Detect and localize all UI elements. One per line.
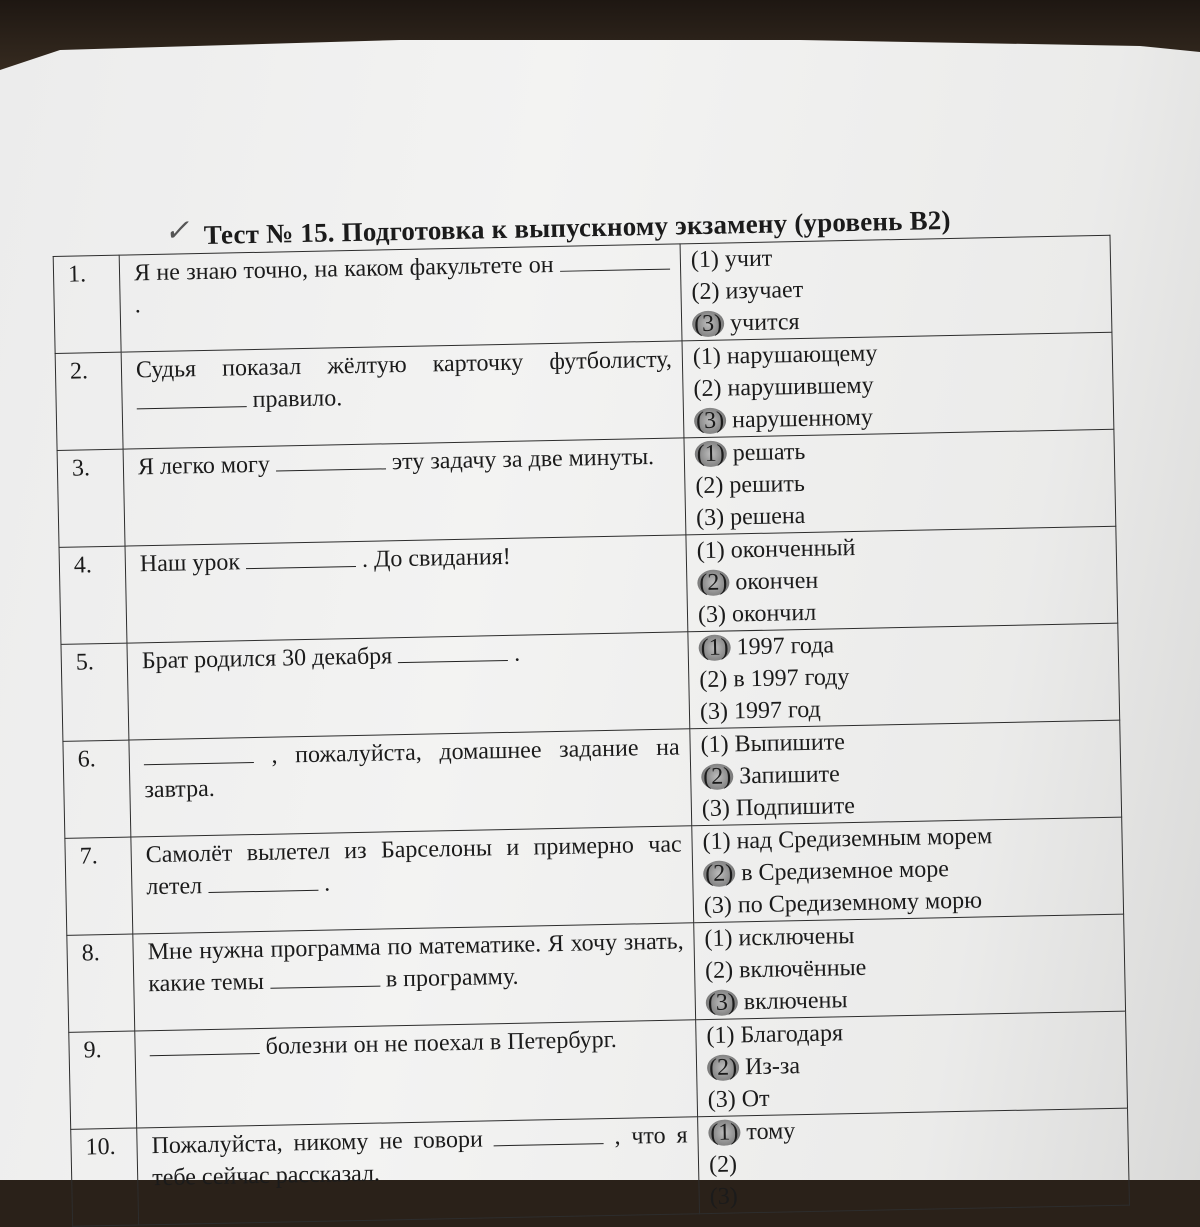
- option-number: (3): [703, 892, 733, 920]
- option-number: (3): [701, 795, 731, 823]
- question-text-after: .: [507, 640, 521, 667]
- option-number: (2): [691, 278, 720, 306]
- answer-options: [690, 720, 1122, 826]
- circled-option-number: (3): [695, 407, 725, 435]
- question-text-before: Самолёт вылетел из Барселоны и примерно час летел: [145, 831, 682, 901]
- circled-option-number: (1): [696, 440, 726, 468]
- question-text-after: в программу.: [379, 963, 519, 993]
- answer-blank[interactable]: [208, 868, 318, 893]
- option-text: тому: [740, 1118, 796, 1146]
- option-text: включены: [737, 987, 848, 1016]
- option-number: (1): [696, 537, 725, 565]
- option-text: учит: [718, 245, 773, 273]
- answer-options: [682, 332, 1114, 438]
- option-text: по Средиземному морю: [731, 887, 983, 919]
- answer-blank[interactable]: [276, 446, 386, 471]
- check-mark-icon: ✓: [163, 214, 190, 248]
- question-text-after: , пожалуйста, домашнее задание на завтра.: [144, 734, 680, 804]
- option-number: (2): [693, 375, 722, 403]
- option-text: 1997 года: [730, 632, 835, 661]
- question-number: 1.: [53, 255, 121, 353]
- question-text-after: . До свидания!: [355, 543, 511, 573]
- option-number: (3): [699, 698, 729, 726]
- circled-option-number: (3): [693, 310, 723, 338]
- option-text: оконченный: [724, 534, 856, 564]
- option-text: учится: [723, 309, 800, 337]
- circled-option-number: (1): [700, 634, 729, 662]
- question-text: [135, 1020, 698, 1128]
- answer-options: [684, 429, 1116, 535]
- circled-option-number: (2): [708, 1054, 738, 1081]
- option-number: (2): [695, 472, 724, 500]
- answer-options: [696, 1011, 1128, 1117]
- option-number: (2): [699, 666, 728, 694]
- option-text: исключены: [732, 923, 855, 952]
- option-text: 1997 год: [727, 696, 821, 725]
- option-text: нарушившему: [721, 372, 874, 402]
- question-text-after: .: [134, 292, 141, 319]
- question-text: [125, 535, 688, 643]
- question-text-before: Мне нужна программа по математике. Я хочу знать, какие темы: [147, 928, 684, 998]
- question-number: 10.: [71, 1128, 139, 1226]
- question-text: [137, 1117, 700, 1225]
- option-number: (1): [690, 246, 720, 274]
- option-text: решена: [723, 502, 806, 531]
- answer-blank[interactable]: [143, 740, 253, 765]
- option-number: (3): [707, 1086, 736, 1114]
- option-text: включённые: [732, 954, 867, 984]
- answer-options: [694, 914, 1126, 1020]
- circled-option-number: (2): [703, 763, 732, 791]
- question-text-after: эту задачу за две минуты.: [385, 443, 655, 476]
- answer-options: [688, 623, 1120, 729]
- option-text: в 1997 году: [727, 664, 850, 693]
- option-text: окончил: [725, 599, 817, 628]
- option-number: (1): [706, 1022, 735, 1050]
- option-text: в Средиземное море: [734, 856, 950, 887]
- option-number: (3): [697, 601, 727, 629]
- question-number: 4.: [59, 546, 127, 644]
- question-text: [123, 438, 686, 546]
- option-text: нарушенному: [725, 404, 874, 434]
- question-number: 2.: [55, 352, 123, 450]
- question-text-after: болезни он не поехал в Петербург.: [259, 1026, 618, 1060]
- question-row: [71, 1108, 1130, 1226]
- option-number: (1): [702, 828, 731, 856]
- option-text: решать: [726, 438, 806, 467]
- answer-blank[interactable]: [398, 638, 508, 663]
- question-text: [133, 923, 696, 1031]
- answer-options: [686, 526, 1118, 632]
- question-text-before: Я не знаю точно, на каком факультете он: [133, 251, 561, 287]
- answer-options: [692, 817, 1124, 923]
- option-text: решить: [723, 470, 806, 499]
- question-text-after: .: [317, 870, 331, 897]
- question-number: 6.: [63, 740, 131, 838]
- option-number: (3): [695, 504, 725, 532]
- question-text: [131, 826, 694, 934]
- option-number: (2): [704, 957, 734, 985]
- option-number: (1): [700, 731, 729, 759]
- option-number: (1): [704, 925, 733, 953]
- test-title: Тест № 15. Подготовка к выпускному экзамену (уровень В2): [203, 204, 951, 250]
- question-number: 7.: [65, 837, 133, 935]
- question-text-before: Пожалуйста, никому не говори: [151, 1126, 494, 1160]
- option-text: От: [735, 1085, 770, 1113]
- option-text: Из-за: [738, 1053, 801, 1081]
- answer-blank[interactable]: [246, 544, 356, 569]
- answer-blank[interactable]: [136, 384, 246, 409]
- test-sheet: [52, 201, 1132, 1227]
- option-text: над Средиземным морем: [730, 823, 993, 855]
- circled-option-number: (2): [704, 860, 734, 888]
- circled-option-number: (2): [699, 569, 728, 597]
- answer-blank[interactable]: [149, 1031, 259, 1056]
- question-number: 5.: [61, 643, 129, 741]
- option-number: (2): [708, 1151, 738, 1179]
- question-text: [127, 632, 690, 740]
- question-number: 9.: [69, 1031, 137, 1129]
- question-text-before: Наш урок: [139, 549, 247, 578]
- question-text-after: правило.: [246, 385, 343, 414]
- option-text: нарушающему: [720, 340, 878, 370]
- option-number: (1): [692, 343, 722, 371]
- questions-table: [53, 235, 1130, 1227]
- question-text-before: Я легко могу: [137, 451, 277, 481]
- option-text: Благодаря: [734, 1020, 844, 1049]
- option-text: окончен: [729, 567, 819, 596]
- option-text: изучает: [719, 276, 804, 305]
- question-text: [119, 244, 682, 352]
- circled-option-number: (3): [707, 989, 737, 1016]
- answer-blank[interactable]: [493, 1121, 603, 1146]
- circled-option-number: (1): [710, 1119, 739, 1146]
- option-text: Выпишите: [728, 729, 846, 758]
- question-text-before: Брат родился 30 декабря: [141, 643, 399, 675]
- answer-options: [698, 1108, 1130, 1214]
- option-number: (3): [709, 1183, 738, 1210]
- answer-blank[interactable]: [560, 247, 670, 272]
- question-text-after: , что я тебе сейчас рассказал.: [151, 1122, 688, 1192]
- option-text: Подпишите: [729, 793, 856, 822]
- answer-options: [680, 235, 1112, 341]
- question-text: [129, 729, 692, 837]
- question-number: 8.: [67, 934, 135, 1032]
- question-text-before: Судья показал жёлтую карточку футболисту,: [135, 346, 673, 384]
- question-number: 3.: [57, 449, 125, 547]
- question-text: [121, 341, 684, 449]
- option-text: Запишите: [732, 761, 841, 790]
- answer-blank[interactable]: [270, 964, 380, 989]
